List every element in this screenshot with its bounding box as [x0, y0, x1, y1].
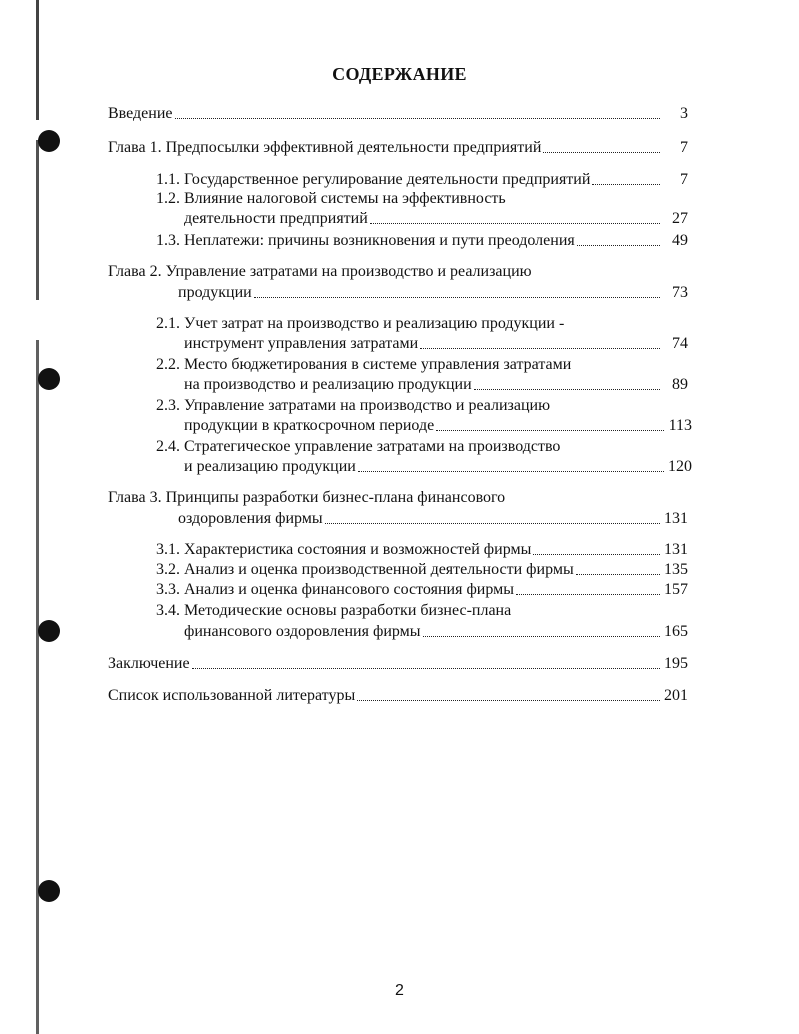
toc-entry-chapter-1[interactable] — [108, 138, 688, 158]
toc-label: 1.1. Государственное регулирование деятельности предприятий — [156, 171, 591, 188]
leader-dots — [577, 231, 660, 246]
leader-dots — [420, 334, 660, 349]
toc-entry-section-3-1[interactable] — [156, 540, 688, 560]
toc-page: 165 — [664, 623, 688, 640]
toc-label: продукции в краткосрочном периоде — [184, 417, 435, 434]
toc-entry-intro[interactable] — [108, 104, 688, 124]
toc-entry-chapter-2[interactable] — [178, 283, 688, 303]
toc-page: 131 — [664, 541, 688, 558]
toc-label: Глава 1. Предпосылки эффективной деятельности предприятий — [108, 139, 542, 156]
toc-page: 3 — [680, 105, 688, 122]
toc-label: Введение — [108, 105, 173, 122]
toc-entry-section-1-1[interactable] — [156, 170, 688, 190]
leader-dots — [516, 580, 660, 595]
toc-entry-section-2-4[interactable] — [184, 457, 692, 477]
toc-page: 135 — [664, 561, 688, 578]
leader-dots — [370, 209, 660, 224]
toc-page: 201 — [664, 687, 688, 704]
toc-label: продукции — [178, 284, 252, 301]
toc-entry-conclusion[interactable] — [108, 654, 688, 674]
toc-label: 3.3. Анализ и оценка финансового состояния фирмы — [156, 581, 514, 598]
toc-entry-section-3-4[interactable] — [184, 622, 688, 642]
toc-entry-section-1-2[interactable] — [184, 209, 688, 229]
toc-entry-section-2-2[interactable] — [184, 375, 688, 395]
toc-label: 3.2. Анализ и оценка производственной деятельности фирмы — [156, 561, 574, 578]
leader-dots — [175, 104, 661, 119]
leader-dots — [533, 540, 660, 555]
toc-page: 7 — [680, 171, 688, 188]
toc-label: 1.3. Неплатежи: причины возникновения и пути преодоления — [156, 232, 575, 249]
toc-label: деятельности предприятий — [184, 210, 368, 227]
toc-entry-chapter-3-line1[interactable]: Глава 3. Принципы разработки бизнес-плана финансового — [108, 489, 506, 506]
toc-label: инструмент управления затратами — [184, 335, 419, 352]
toc-entry-section-3-3[interactable] — [156, 580, 688, 600]
toc-entry-section-3-4-line1[interactable]: 3.4. Методические основы разработки бизнес-плана — [156, 602, 512, 619]
leader-dots — [576, 560, 660, 575]
toc-page: 120 — [668, 458, 692, 475]
leader-dots — [592, 170, 660, 185]
toc-label: 3.1. Характеристика состояния и возможностей фирмы — [156, 541, 532, 558]
toc-entry-section-2-1[interactable] — [184, 334, 688, 354]
toc-label: финансового оздоровления фирмы — [184, 623, 421, 640]
leader-dots — [474, 375, 660, 390]
leader-dots — [543, 138, 660, 153]
punch-hole — [38, 880, 60, 902]
leader-dots — [254, 283, 660, 298]
toc-label: оздоровления фирмы — [178, 510, 323, 527]
toc-entry-section-2-2-line1[interactable]: 2.2. Место бюджетирования в системе управления затратами — [156, 356, 572, 373]
toc-entry-references[interactable] — [108, 686, 688, 706]
leader-dots — [357, 686, 660, 701]
toc-entry-section-1-2-line1[interactable]: 1.2. Влияние налоговой системы на эффективность — [156, 190, 506, 207]
toc-entry-section-2-3[interactable] — [184, 416, 692, 436]
toc-page: 7 — [680, 139, 688, 156]
toc-page: 195 — [664, 655, 688, 672]
punch-hole — [38, 130, 60, 152]
toc-entry-section-2-3-line1[interactable]: 2.3. Управление затратами на производство и реализацию — [156, 397, 551, 414]
toc-page: 157 — [664, 581, 688, 598]
toc-entry-chapter-3[interactable] — [178, 509, 688, 529]
punch-hole — [38, 368, 60, 390]
toc-page: 89 — [672, 376, 688, 393]
page-number: 2 — [395, 982, 404, 999]
toc-page: 131 — [664, 510, 688, 527]
scan-edge — [36, 0, 39, 1034]
leader-dots — [436, 416, 664, 431]
toc-page: 49 — [672, 232, 688, 249]
toc-page: 27 — [672, 210, 688, 227]
leader-dots — [325, 509, 660, 524]
toc-label: и реализацию продукции — [184, 458, 356, 475]
toc-label: Заключение — [108, 655, 190, 672]
toc-entry-chapter-2-line1[interactable]: Глава 2. Управление затратами на производство и реализацию — [108, 263, 532, 280]
leader-dots — [423, 622, 660, 637]
toc-page: 73 — [672, 284, 688, 301]
toc-page: 74 — [672, 335, 688, 352]
toc-label: на производство и реализацию продукции — [184, 376, 472, 393]
toc-entry-section-2-1-line1[interactable]: 2.1. Учет затрат на производство и реализацию продукции - — [156, 315, 565, 332]
toc-label: Список использованной литературы — [108, 687, 356, 704]
toc-entry-section-2-4-line1[interactable]: 2.4. Стратегическое управление затратами на производство — [156, 438, 561, 455]
toc-entry-section-1-3[interactable] — [156, 231, 688, 251]
page-title: СОДЕРЖАНИЕ — [332, 64, 467, 84]
leader-dots — [358, 457, 664, 472]
punch-hole — [38, 620, 60, 642]
toc-page: 113 — [668, 417, 692, 434]
leader-dots — [192, 654, 660, 669]
toc-entry-section-3-2[interactable] — [156, 560, 688, 580]
